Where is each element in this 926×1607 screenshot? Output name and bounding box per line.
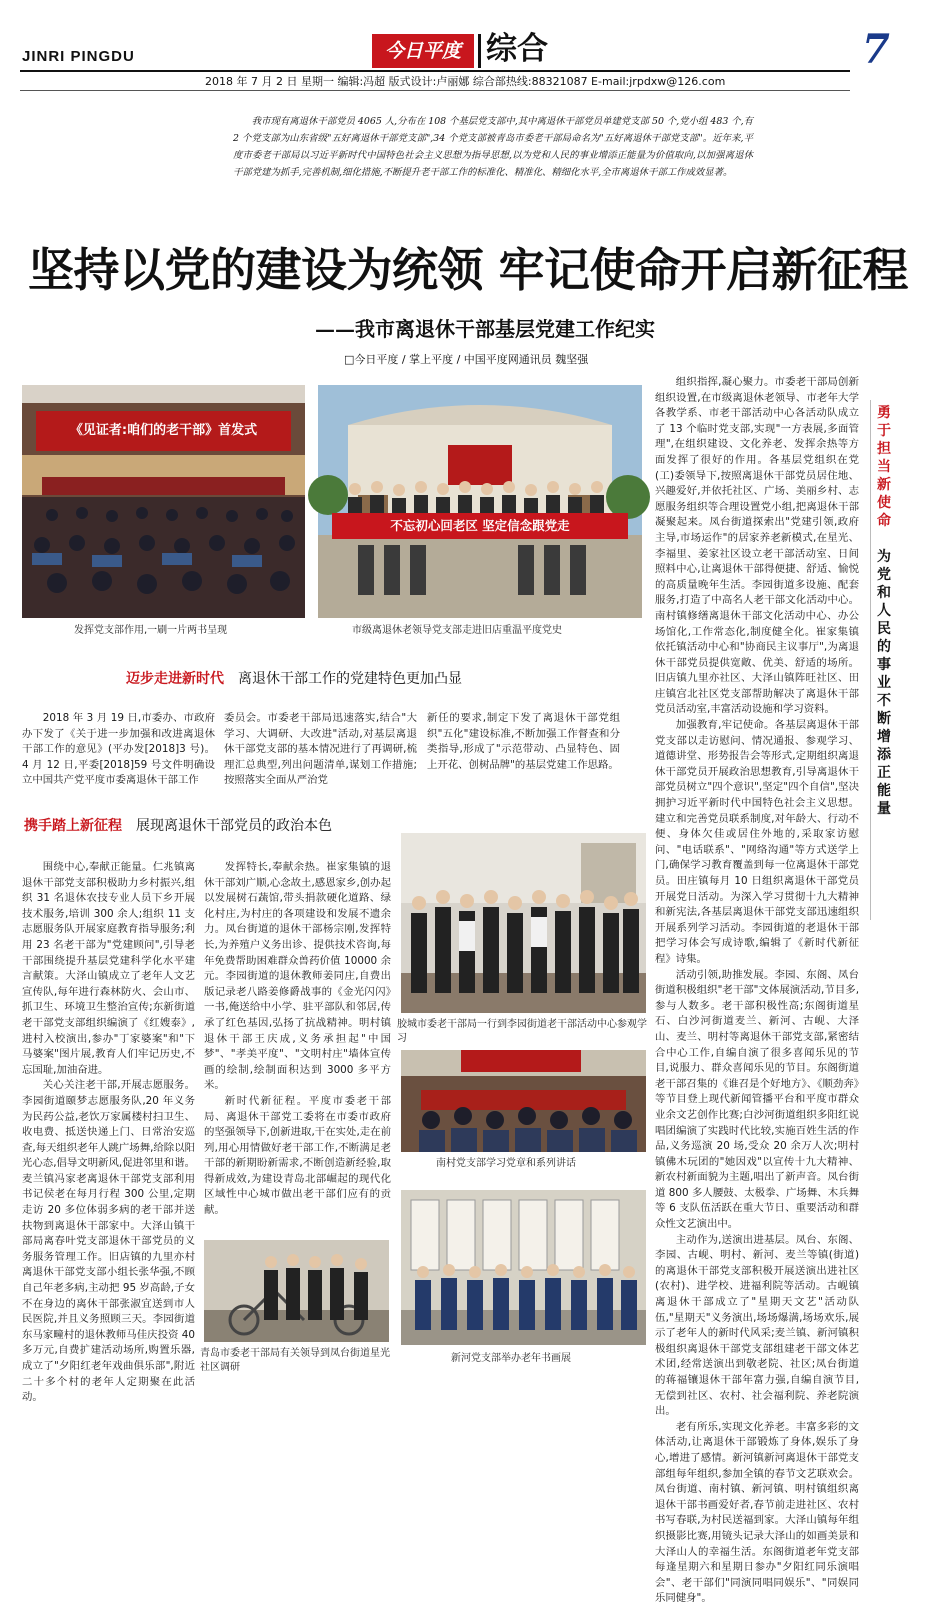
article-column: 新任的要求,制定下发了离退休干部党组织"五化"建设标准,不断加强工作督查和分类指导,形成了"示范带动、凸显特色、固上开花、创树品牌"的基层党建工作思路。 xyxy=(427,712,620,771)
photo-banner-text: 不忘初心回老区 坚定信念跟党走 xyxy=(390,518,570,533)
intro-paragraph: 我市现有离退休干部党员 4065 人,分布在 108 个基层党支部中,其中离退休干部党员单建党支部 50 个,党小组 483 个,有 2 个党支部为山东省级"五好离退休干部党支部",34 个党支部被青岛市委老干部局命名为"五好离退休干部党支部"。近年来,平度市委老干部局以习近平新时代中国特色社会主义思想为指导思想,以为党和人民的事业增添正能量为价值取向,以加强离退休干部党建为抓手,完善机制,细化措施,不断提升老干部工作的标准化、精准化、精细化水平,全市离退休干部工作成效显著。 xyxy=(233,116,753,178)
article-column: 组织指挥,凝心聚力。市委老干部局创新组织设置,在市级离退休老领导、市老年大学各教学系、市老干部活动中心各活动队成立了 13 个临时党支部,实现"一方表展,多面管理",在组织建设、文化养老、发挥余热等方面发挥了很好的作用。各基层党组织在党(工)委领导下,按照离退休干部党员居住地、兴趣爱好,并依托社区、广场、美丽乡村、志愿服务组织等合理设置党小组,把离退休干部凝聚起来。凤台街道探索出"党建引领,政府主导,市场运作"的居家养老新模式,在星光、李福里、姜家社区设立老干部活动室、日间照料中心,让离退休干部得便捷、舒适、愉悦的高质量晚年生活。李园街道多设施、配套服务,打造了中高名人老干部文化活动中心。南村镇修缮离退休干部文化活动中心、办公场馆化,工作常态化,制度健全化。崔家集镇依托镇活动中心和"协商民主议事厅",为离退休干部党员提供宽敞、优美、舒适的场所。旧店镇九里亦社区、大泽山镇阵旺社区、田庄镇宫北社区党支部帮助解决了离退休干部党员活动室,丰富活动设施和学习资料。 加强教育,牢记使命。各基层离退休干部党支部以走访慰问、情况通报、参观学习、道德讲堂、形势报告会等形式,定期组织离退休干部党员开展政治思想教育,引导离退休干部党员树立"四个意识",坚定"四个自信",坚决拥护习近平新时代中国特色社会主义思想。建立和完善党员联系制度,对年龄大、行动不便、身体欠佳或居住外地的,采取家访慰问、"电话联系"、"网络沟通"等方式送学上门,确保学习教育覆盖到每一位离退休干部党员。田庄镇每月 10 日组织离退休干部党员开展党日活动。为深入学习贯彻十九大精神和新宪法,各基层离退休干部党支部迅速组织开展系列学习活动。李园街道的老退休干部把学习体会写成诗歌,编辑了《新时代新征程》诗集。 活动引领,助推发展。李园、东阁、凤台街道积极组织"老干部"文体展演活动,节目多,参与人数多。老干部积极性高;东阁街道星石、白沙河街道麦兰、新河、古岘、大泽山、麦兰、明村等离退休干部党支部,紧密结合中心工作,自编自演了很多喜闻乐见的节目,说服力、群众喜闻乐见的节目。东阁街道老干部召集的《谁召是个好地方》、《顺劲奔》等节目登上现代新闻管播平台和平度市群众业余文艺创作比赛;白沙河街道组织多阳红说唱团编演了实践时代比较,实施百姓生活的作品,义务巡演 20 场,受众 20 余万人次;明村镇佛木玩团的"她因戏"以宣传十九大精神、新农村新面貌为主题,唱出了新声音。凤台街道 800 多人腰鼓、太极拳、广场舞、木兵舞等 6 支队伍活跃在重大节日、重要活动和群众性文艺演出中。 主动作为,送演出进基层。凤台、东阁、李园、古岘、明村、新河、麦兰等镇(街道)的离退休干部党支部积极开展送演出进社区(农村)、进学校、进福利院等活动。古岘镇离退休干部成立了"星期天文艺"活动队伍,"星期天"义务演出,场场爆满,场场欢乐,展示了老年人的新时代风采;麦兰镇、新河镇积极组织离退休干部党支部组建老干部文体艺术团,经常送演出到敬老院、社区;凤台街道的蒋福镶退休干部年富力强,自编自演节目,无偿到社区、农村、社会福利院、养老院演出。 老有所乐,实现文化养老。丰富多彩的文体活动,让离退休干部锻炼了身体,娱乐了身心,增进了感情。新河镇新河离退休干部党支部组每年组织,参加全镇的春节文艺联欢会。凤台街道、南村镇、新河镇、明村镇组织离退休干部书画爱好者,春节前走进社区、农村书写春联,为村民送福到家。大泽山镇每年组织摄影比赛,用镜头记录大泽山的如画美景和大泽山人的幸福生活。东阁街道老年党支部每逢星期六和星期日参办"夕阳红同乐演唱会"、老干部们"同演同唱同娱乐"、"同娱同乐同健身"。 xyxy=(655,376,859,1605)
photo-visit-activity-center xyxy=(401,833,646,1013)
photo-caption: 南村党支部学习党章和系列讲话 xyxy=(436,1158,576,1169)
header-rule xyxy=(20,70,850,72)
photo-caption: 发挥党支部作用,一刷一片两书呈现 xyxy=(74,625,228,636)
photo-old-district-visit xyxy=(318,385,642,618)
article-column: 围绕中心,奉献正能量。仁兆镇离退休干部党支部积极助力乡村振兴,组织 31 名退休农技专业人员下乡开展技术服务,培训 300 余人;组织 11 支志愿服务队开展家庭教育指导服务;利用 23 名老干部为"党建顾问",引导老干部围绕提升基层党建科学化水平建言献策。大泽山镇成立了老年人文艺宣传队,每年进行森林防火、会山市、抓卫生、环境卫生整治宣传;东新街道老干部党支部组织编演了《红嫂泰》,进村入校演出,参办"丁家婆案"和"下马婆案"图片展,教育人们牢记历史,不忘国耻,加油奋进。 关心关注老干部,开展志愿服务。李园街道颐梦志愿服务队,20 年义务为民药公益,老饮万家属楼村扫卫生、收电费、抵送快递上门、日常治安巡查,每天组织老年人跳广场舞,给除以阳光心态,倡导文明新风,促进邻里和谐。麦兰镇冯家老离退休干部党支部利用书记侯老在每月行程 300 公里,定期走访 20 多位体弱多病的老干部并送扶物到离退休干部家中。大泽山镇干部局离春叶党支部退休干部党员的义务服务管理工作。旧店镇的九里亦村离退休干部党支部小组长张华强,不顾自己年老多病,主动把 95 岁高龄,子女不在身边的离休干部张淑宜送到市人民医院,并且义务照顾三天。李园街道东马家疃村的退休教师马佳庆投资 40 多万元,自费扩建活动场所,购置乐器,成立了"夕阳红老年戏曲俱乐部",附近二十多个村的老年人定期聚在此活动。 xyxy=(22,861,195,1404)
edition-info-line: 2018 年 7 月 2 日 星期一 编辑:冯超 版式设计:卢丽娜 综合部热线:88321087 E-mail:jrpdxw@126.com xyxy=(205,75,726,88)
photo-banner-text: 《见证者:咱们的老干部》首发式 xyxy=(69,423,258,438)
section-heading-1 xyxy=(126,668,462,688)
section-heading-red: 迈步走进新时代 xyxy=(126,671,224,687)
photo-caption: 青岛市委老干部局有关领导到凤台街道星光社区调研 xyxy=(200,1348,390,1373)
side-heading-black: 为党和人民的事业不断增添正能量 xyxy=(877,549,891,817)
photo-party-study xyxy=(401,1050,646,1152)
photo-community-survey xyxy=(204,1240,389,1342)
side-heading-red: 勇于担当新使命 xyxy=(877,405,891,529)
article-column: 发挥特长,奉献余热。崔家集镇的退休干部刘广顺,心念故土,感恩家乡,创办起以发展树石蔬馆,带头捐款硬化道路、绿化村庄,为村庄的各项建设和发展不遗余力。凤台街道的退休干部杨宗刚,发挥特长,为养殖户义务出诊、提供技术咨询,每年免费帮助困难群众兽药价值 10000 余元。李园街道的退休教师姜同庄,自费出版记录老八路姜修爵战事的《金光闪闪》一书,俺送给中小学、驻平部队和邻居,传承了红色基因,弘扬了抗战精神。明村镇退休干部王庆成,义务承担起"中国梦"、"孝美平度"、"文明村庄"墙体宣传画的绘制,绘制面积达到 3000 多平方米。 新时代新征程。平度市委老干部局、离退休干部党工委将在市委市政府的坚强领导下,创新进取,干在实处,走在前列,用心用情做好老干部工作,不断满足老干部的新期盼新需求,不断创造新经验,取得新成效,为建设青岛北部崛起的现代化区域性中心城市做出老干部们应有的贡献。 xyxy=(204,861,391,1217)
photo-launch-ceremony xyxy=(22,385,305,618)
photo-caption: 胶城市委老干部局一行到李园街道老干部活动中心参观学习 xyxy=(397,1019,647,1044)
section-heading-black: 离退休干部工作的党建特色更加凸显 xyxy=(238,671,462,687)
section-title: 综合 xyxy=(486,31,548,67)
paper-pinyin-name: JINRI PINGDU xyxy=(22,48,135,65)
section-heading-black: 展现离退休干部党员的政治本色 xyxy=(136,818,332,834)
page-number: 7 xyxy=(862,26,890,73)
article-column: 委员会。市委老干部局迅速落实,结合"大学习、大调研、大改进"活动,对基层离退休干部党支部的基本情况进行了再调研,梳理汇总典型,列出问题清单,谋划工作措施;按照落实全面从严治党 xyxy=(224,712,417,787)
photo-caption: 市级离退休老领导党支部走进旧店重温平度党史 xyxy=(352,625,562,636)
side-rule xyxy=(870,400,871,920)
byline: □今日平度 / 掌上平度 / 中国平度网通讯员 魏坚强 xyxy=(344,353,589,366)
paper-logo: 今日平度 xyxy=(372,34,474,68)
section-heading-red: 携手踏上新征程 xyxy=(24,818,122,834)
photo-caption: 新河党支部举办老年书画展 xyxy=(451,1353,571,1364)
photo-calligraphy-exhibition xyxy=(401,1190,646,1345)
article-column: 2018 年 3 月 19 日,市委办、市政府办下发了《关于进一步加强和改进离退休干部工作的意见》(平办发[2018]3 号)。4 月 12 日,平委[2018]59 号文件明确设立中国共产党平度市委离退休干部工作 xyxy=(22,712,215,787)
section-heading-2 xyxy=(24,815,332,835)
header-rule-thin xyxy=(20,90,850,91)
main-headline: 坚持以党的建设为统领 牢记使命开启新征程 xyxy=(28,243,909,297)
logo-separator xyxy=(478,34,481,68)
sub-headline: ——我市离退休干部基层党建工作纪实 xyxy=(315,317,655,341)
